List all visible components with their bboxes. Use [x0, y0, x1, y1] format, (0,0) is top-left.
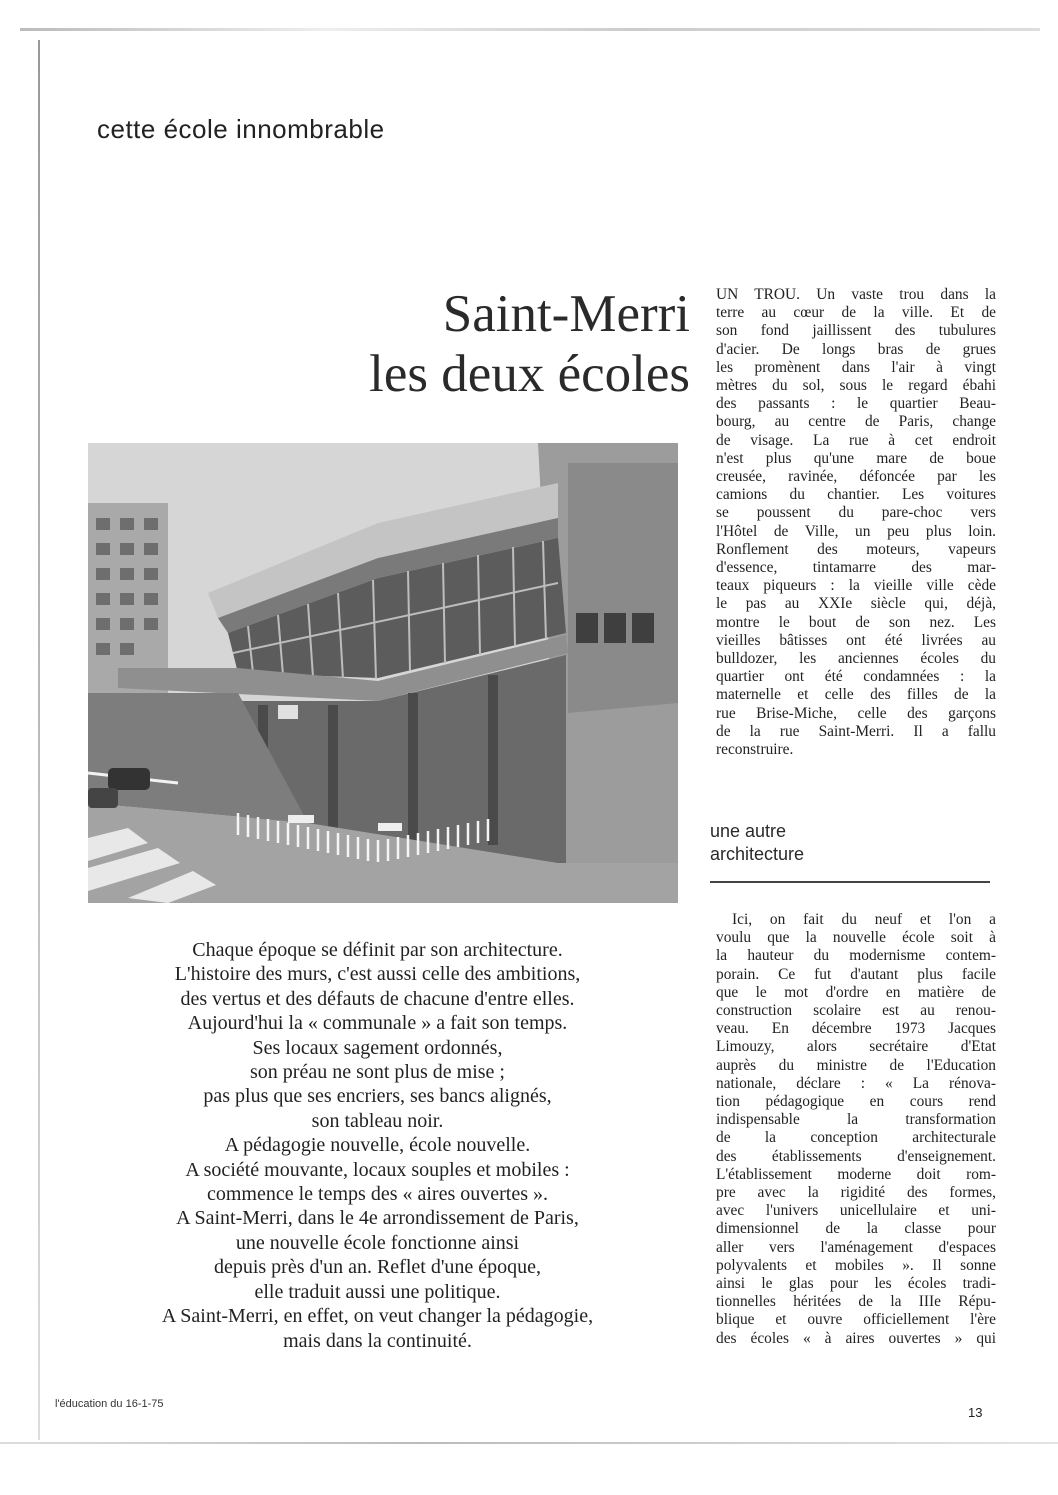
- column-line: UN TROU. Un vaste trou dans la: [716, 286, 996, 303]
- column-line: nationale, déclare : « La rénova-: [716, 1074, 996, 1092]
- column-line: L'établissement moderne doit rom-: [716, 1165, 996, 1183]
- intro-line: mais dans la continuité.: [283, 1329, 472, 1352]
- intro-line: pas plus que ses encriers, ses bancs alignés,: [203, 1085, 552, 1108]
- intro-line: elle traduit aussi une politique.: [254, 1280, 501, 1303]
- intro-line: Ses locaux sagement ordonnés,: [252, 1036, 503, 1059]
- column-line: que le mot d'ordre en matière de: [716, 983, 996, 1001]
- intro-line: A société mouvante, locaux souples et mobiles :: [185, 1158, 570, 1181]
- column-line: aller vers l'aménagement d'espaces: [716, 1238, 996, 1256]
- school-building-photo: [88, 443, 678, 903]
- column-line: quartier ont été condamnées : la: [716, 668, 996, 686]
- column-line: construction scolaire est au renou-: [716, 1002, 996, 1020]
- subhead-rule: [710, 881, 990, 883]
- body-column-1: [716, 286, 996, 759]
- intro-line: des vertus et des défauts de chacune d'entre elles.: [180, 987, 575, 1010]
- photo-illustration: [88, 443, 678, 903]
- column-line: dimensionnel de la classe pour: [716, 1220, 996, 1238]
- intro-paragraph: [95, 938, 660, 1353]
- column-line: montre le bout de son nez. Les: [716, 613, 996, 631]
- intro-line: son préau ne sont plus de mise ;: [250, 1061, 505, 1084]
- column-line: avec l'univers unicellulaire et uni-: [716, 1202, 996, 1220]
- page-number: 13: [968, 1405, 983, 1420]
- column-line: de la rue Saint-Merri. Il a fallu: [716, 722, 996, 740]
- column-line: tion pédagogique en cours rend: [716, 1093, 996, 1111]
- column-line: indispensable la transformation: [716, 1111, 996, 1129]
- column-line: teaux piqueurs : la vieille ville cède: [716, 577, 996, 595]
- column-line: blique et ouvre officiellement l'ère: [716, 1311, 996, 1329]
- body-column-2: [716, 911, 996, 1348]
- subhead-line-1: une autre: [710, 821, 787, 841]
- column-line: camions du chantier. Les voitures: [716, 486, 996, 504]
- article-headline: [200, 284, 690, 404]
- column-line: pre avec la rigidité des formes,: [716, 1184, 996, 1202]
- intro-line: L'histoire des murs, c'est aussi celle des ambitions,: [174, 963, 581, 986]
- column-line: maternelle et celle des filles de la: [716, 686, 996, 704]
- scan-edge-top: [20, 28, 1040, 31]
- column-line: creusée, ravinée, défoncée par les: [716, 468, 996, 486]
- intro-line: A Saint-Merri, en effet, on veut changer la pédagogie,: [161, 1305, 594, 1328]
- column-line: de visage. La rue à cet endroit: [716, 431, 996, 449]
- column-line: son fond jaillissent des tubulures: [716, 322, 996, 340]
- column-line: ainsi le glas pour les écoles tradi-: [716, 1275, 996, 1293]
- column-line: rue Brise-Miche, celle des garçons: [716, 704, 996, 722]
- column-line: porain. Ce fut d'autant plus facile: [716, 965, 996, 983]
- intro-line: A Saint-Merri, dans le 4e arrondissement de Paris,: [176, 1207, 579, 1230]
- headline-line-1: Saint-Merri: [442, 285, 690, 343]
- column-line: Ici, on fait du neuf et l'on a: [732, 911, 996, 928]
- column-line: vieilles bâtisses ont été livrées au: [716, 631, 996, 649]
- column-line: voulu que la nouvelle école soit à: [716, 929, 996, 947]
- column-line: des passants : le quartier Beau-: [716, 395, 996, 413]
- intro-line: commence le temps des « aires ouvertes ».: [207, 1183, 548, 1206]
- column-line: reconstruire.: [716, 741, 794, 759]
- column-line: l'Hôtel de Ville, un peu plus loin.: [716, 522, 996, 540]
- footer-source: l'éducation du 16-1-75: [55, 1398, 164, 1410]
- column-line: des écoles « à aires ouvertes » qui: [716, 1329, 996, 1347]
- headline-line-2: les deux écoles: [369, 345, 690, 403]
- subhead-line-2: architecture: [710, 844, 805, 864]
- intro-line: Chaque époque se définit par son architecture.: [192, 939, 563, 961]
- intro-line: A pédagogie nouvelle, école nouvelle.: [224, 1134, 531, 1157]
- column-line: de la conception architecturale: [716, 1129, 996, 1147]
- column-line: les promènent dans l'air à vingt: [716, 358, 996, 376]
- intro-line: Aujourd'hui la « communale » a fait son temps.: [187, 1012, 568, 1035]
- column-line: se poussent du pare-choc vers: [716, 504, 996, 522]
- section-kicker: cette école innombrable: [97, 114, 385, 144]
- scan-edge-left: [38, 40, 40, 1440]
- scan-edge-bottom: [0, 1442, 1058, 1444]
- column-line: terre au cœur de la ville. Et de: [716, 304, 996, 322]
- column-line: des établissements d'enseignement.: [716, 1147, 996, 1165]
- intro-line: une nouvelle école fonctionne ainsi: [235, 1231, 520, 1254]
- column-line: Limouzy, alors secrétaire d'Etat: [716, 1038, 996, 1056]
- intro-line: son tableau noir.: [311, 1109, 444, 1132]
- column-line: n'est plus qu'une mare de boue: [716, 449, 996, 467]
- column-line: d'acier. De longs bras de grues: [716, 340, 996, 358]
- intro-line: depuis près d'un an. Reflet d'une époque,: [213, 1256, 542, 1279]
- column-line: auprès du ministre de l'Education: [716, 1056, 996, 1074]
- column-line: tionnelles héritées de la IIIe Répu-: [716, 1293, 996, 1311]
- section-subhead: [710, 820, 910, 866]
- column-line: bulldozer, les anciennes écoles du: [716, 650, 996, 668]
- column-line: Ronflement des moteurs, vapeurs: [716, 540, 996, 558]
- column-line: la hauteur du modernisme contem-: [716, 947, 996, 965]
- column-line: polyvalents et mobiles ». Il sonne: [716, 1256, 996, 1274]
- column-line: mètres du sol, sous le regard ébahi: [716, 377, 996, 395]
- column-line: le pas au XXIe siècle qui, déjà,: [716, 595, 996, 613]
- column-line: bourg, au centre de Paris, change: [716, 413, 996, 431]
- column-line: veau. En décembre 1973 Jacques: [716, 1020, 996, 1038]
- column-line: d'essence, tintamarre des mar-: [716, 559, 996, 577]
